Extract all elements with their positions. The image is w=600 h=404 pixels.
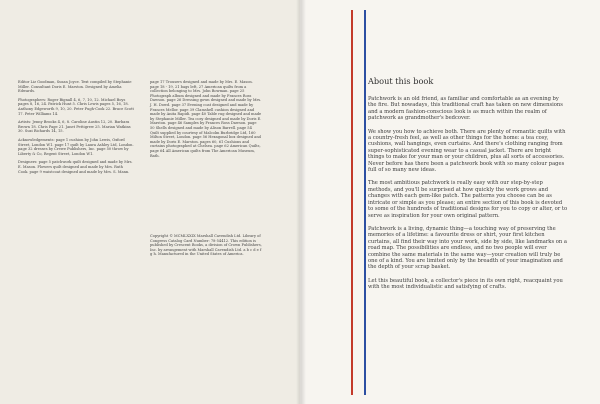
copyright-text: Copyright © MCMLXXIX Marshall Cavendish Ltd. Library of Congress Catalog Card Number: 78-54412. This edition is published by Crescent Books, a division of Crown Publishers, Inc. by arrangement with Marshall Cavendish Ltd. a b c d e f g h. Manufactured in the United States of America. [150,234,262,257]
credits-block: Editor Liz Goodman, Susan Joyce. Text compiled by Stephanie Miller. Consultant Doris E. Marston. Designed by Amelia Edwards. [18,80,132,94]
about-section [368,76,568,298]
paragraph: Patchwork is an old friend, as familiar and comfortable as an evening by the fire. But nowadays, this traditional craft has taken on new dimensions and a modern fashion-conscious look is as much within the realm of patchwork as grandmother's bedcover. [368,96,563,122]
credits-block: Designers: page 5 patchwork quilt designed and made by Mrs. E. Mason. Flowers quilt designed and made by Mrs. Ruth Cook. page 9 waistcoat designed and made by Mrs. S. Mann. [18,160,133,174]
paragraph: Let this beautiful book, a collector's piece in its own right, reacquaint you with the most individualistic and satisfying of crafts. [368,277,563,291]
blue-rule [364,10,366,395]
paragraph: Patchwork is a living, dynamic thing—a touching way of preserving the memories of a lifetime: a favourite dress or shirt, your first kitchen curtains, all find their way into your work, side by side, like landmarks on a road map. The possibilities are endless, and no two people will ever combine the same materials in the same way—your creation will truly be one of a kind. You are limited only by the breadth of your imagination and the depth of your scrap basket. [368,225,567,271]
credits-block: page 17 Trousers designed and made by Mrs. E. Mason. page 18 - 19, 21 bags left, 27 American quilts from a collection belonging to Mrs. John Bowman. page 25 Photograph album designed and made by Frances Ross Dawson. page 26 Dressing gown designed and made by Mrs. J. H. Dowd. page 37 Evening coat designed and made by Frances Mellor. page 39 Clamshell cushion designed and made by Anita Rapidi. page 40 Table rug designed and made by Stephanie Miller. Tea cosy designed and made by Doris E. Marston. page 46 Samples by Frances Ross Dawson. page 50 Shells designed and made by Alison Barrell. page 54 Quilt supplied by courtesy of Malcolm Burbridge Ltd, 160 Milton Street, London. page 56 Hexagonal box designed and made by Doris E. Marston. pages 60, 61 Cushions and curtains photographed at Chelsea. page 62 American Quilts, page 64 All American quilts from The American Museum, Bath. [150,80,262,158]
credits-block: Artists: Jenny Brooks 4, 6, 8. Caroline Austin 12, 20. Barbara Brown 18. Chris Page 21. Janet Pettigrew 25. Marian Watkins 30. Suzi Richards 14, 15. [18,120,131,134]
credits-column-1 [18,80,134,178]
paragraph: The most ambitious patchwork is really easy with our step-by-step methods, and you'll be surprised at how quickly the work grows and changes with each gem-like patch. The patterns you choose can be as intricate or simple as you please; an entire section of this book is devoted to some of the hundreds of traditional designs for you to copy or alter, or to serve as inspiration for your own original pattern. [368,180,568,219]
section-title: About this book [368,76,434,86]
credits-block: Acknowledgements: page 1 cushion by John Lewis, Oxford Street, London W1. page 17 quilt by Laura Ashley Ltd, London. page 32 dresses by Crewe Publishers, Inc. page 50 throw by Liberty & Co, Regent Street, London W1. [18,137,134,156]
credits-column-2 [150,80,262,162]
credits-block: Photographers: Roger Bignall 4, 6, 7, 10, 12. Michael Boys pages 8, 16, 24. Patrick Hunt 5. Chris Lewis pages 5, 16, 18. Anthony Edgeworth 9, 10, 20. Peter Pugh-Cook 22. Bruce Scott 17. Peter Williams 14. [18,97,134,116]
paragraph: We show you how to achieve both. There are plenty of romantic quilts with a country-fresh feel, as well as other things for the home: a tea cosy, cushions, wall hangings, even curtains. And there's clothing ranging from super-sophisticated evening wear to a casual jacket. There are bright things to make for your man or your children, plus all sorts of accessories. Never before has there been a patchwork book with so many colour pages full of so many new ideas. [368,128,566,174]
red-rule [351,10,353,395]
book-gutter [296,0,306,404]
copyright-block [150,234,262,261]
